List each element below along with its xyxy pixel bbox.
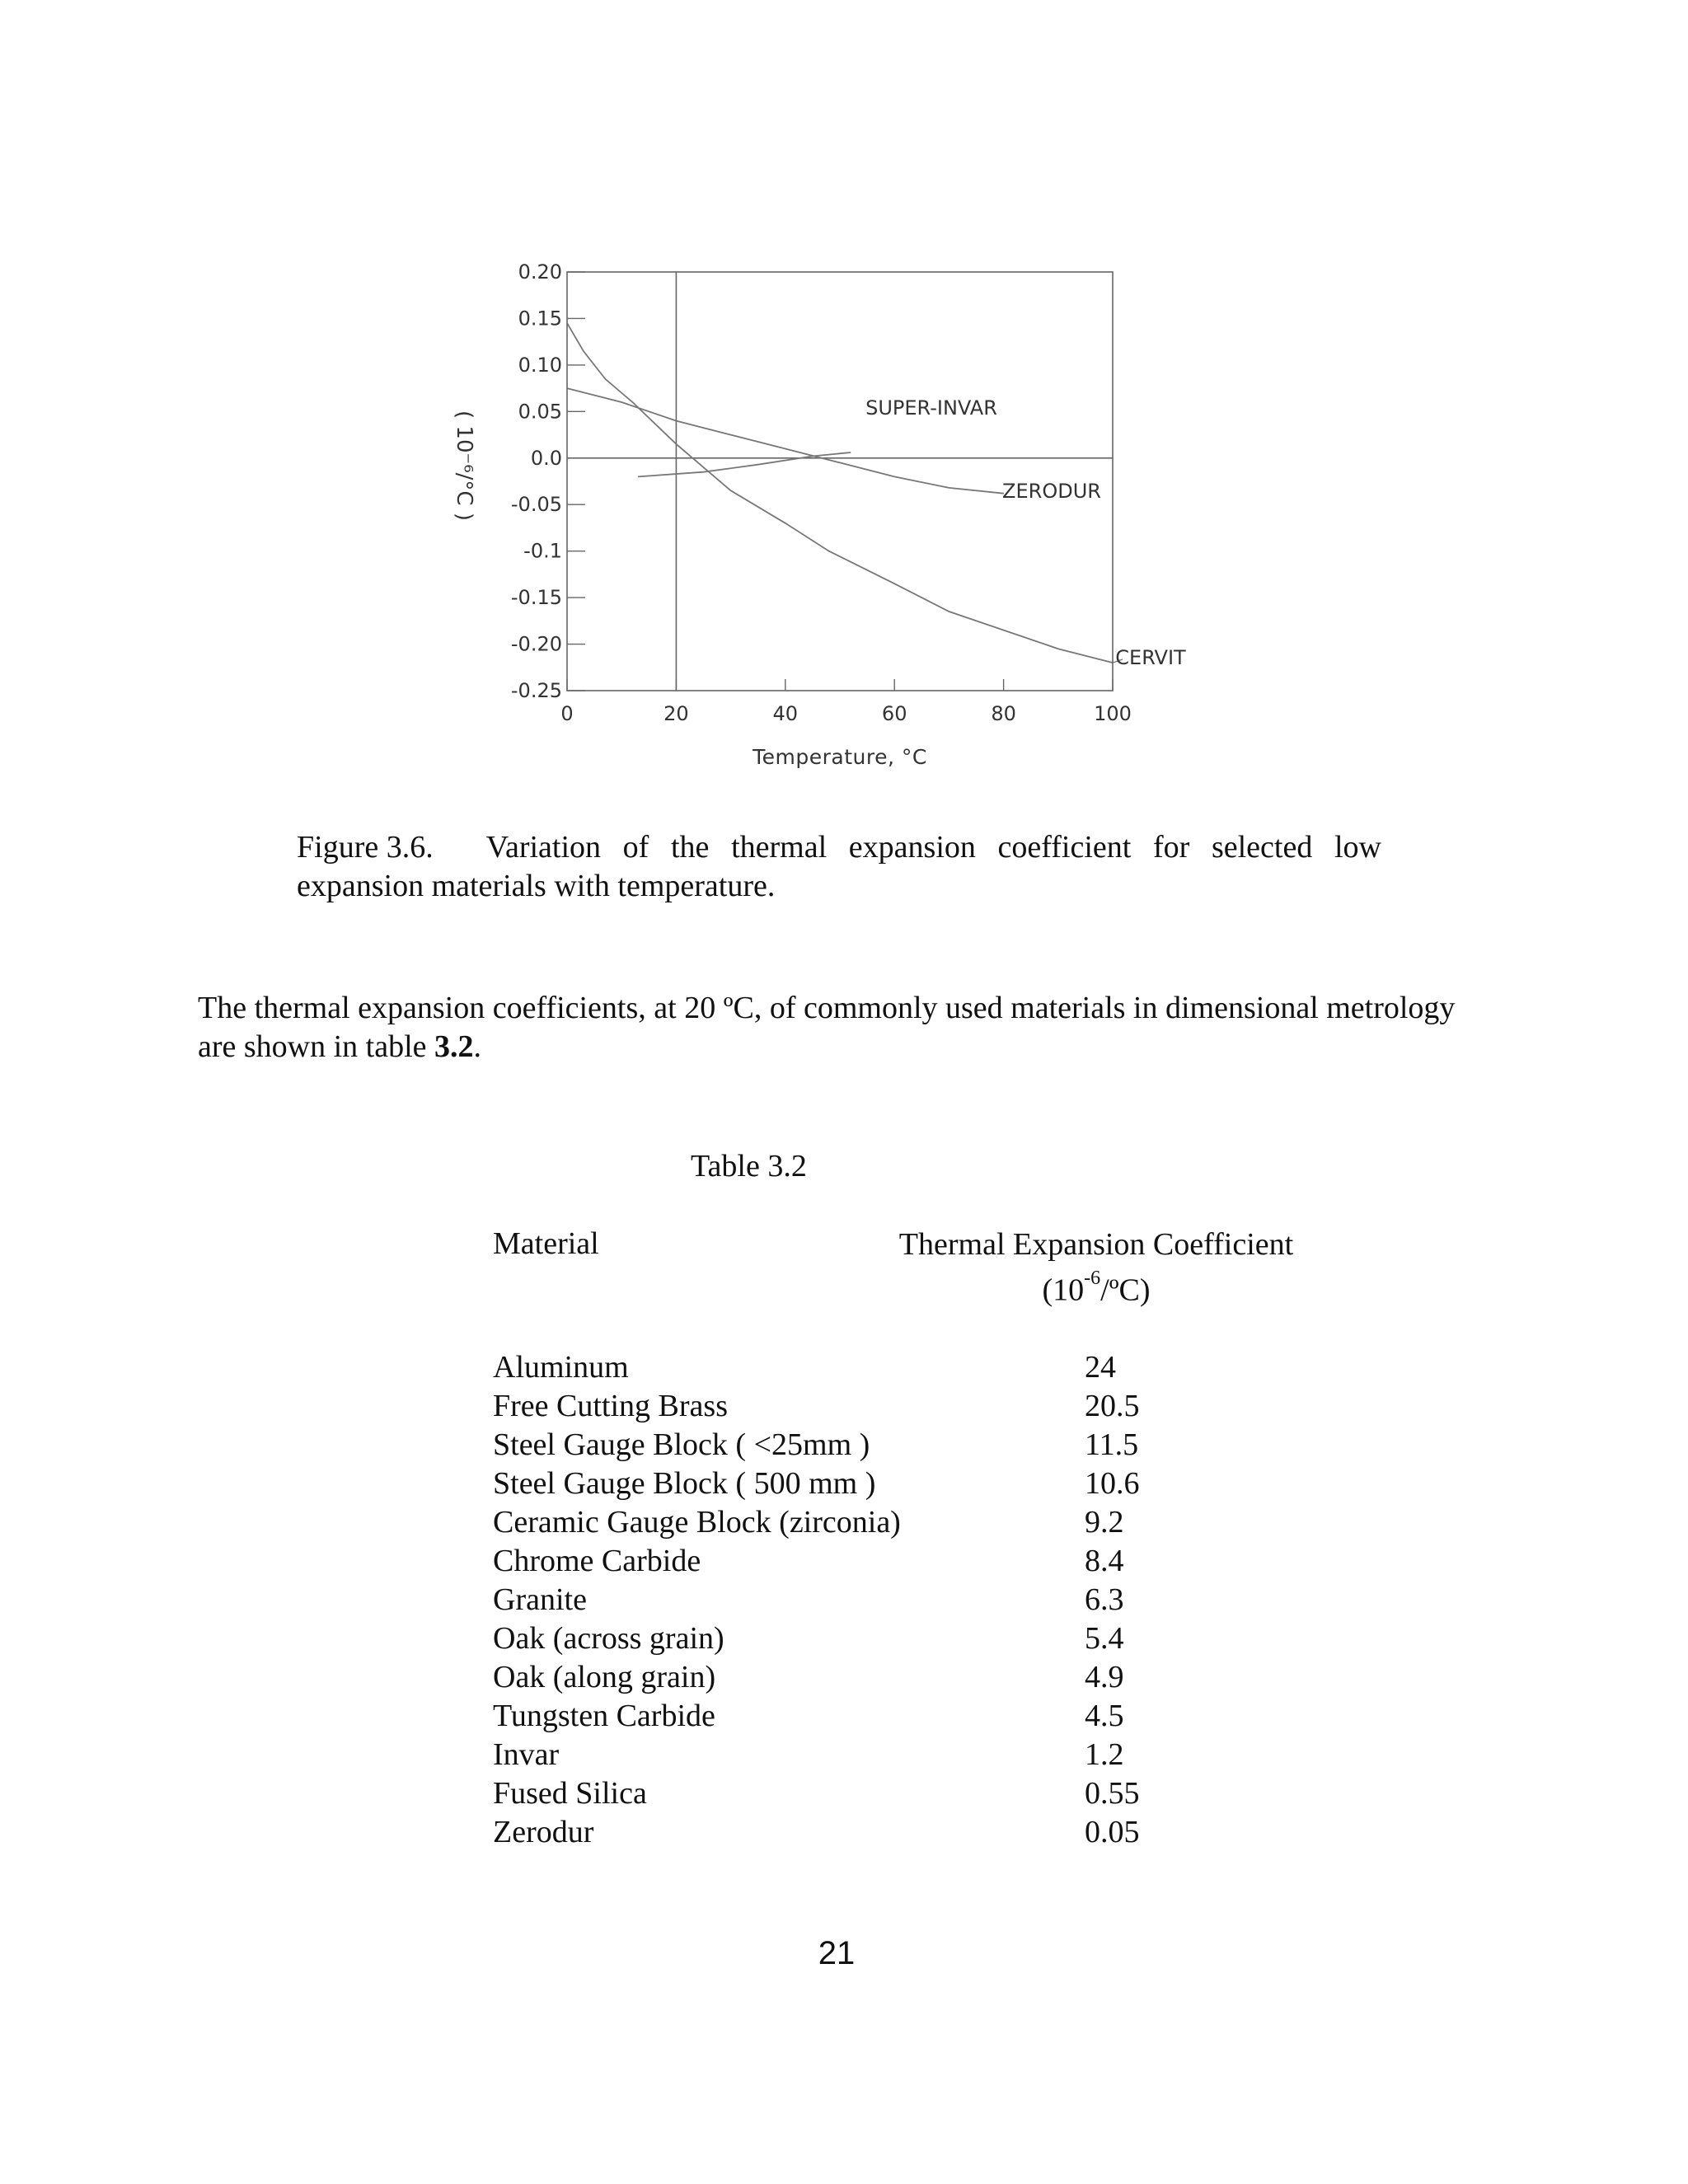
series-line-super-invar: [638, 452, 851, 476]
unit-base: (10: [1042, 1272, 1085, 1308]
figure-caption-line2: expansion materials with temperature.: [297, 869, 776, 903]
table-row: [493, 1736, 1235, 1774]
material-name: Steel Gauge Block ( 500 mm ): [493, 1466, 876, 1501]
unit-tail: /ºC): [1100, 1272, 1151, 1308]
table-row: [493, 1387, 1235, 1426]
x-tick-label: 80: [991, 702, 1016, 725]
paragraph-text: The thermal expansion coefficients, at 20 ºC, of commonly used materials in dimensional metrology are shown in table: [198, 991, 1456, 1064]
material-name: Ceramic Gauge Block (zirconia): [493, 1505, 901, 1540]
coefficient-value: 4.5: [1085, 1699, 1124, 1733]
table-body: [493, 1348, 1235, 1852]
table-row: [493, 1348, 1235, 1387]
coefficient-value: 5.4: [1085, 1621, 1124, 1656]
material-name: Oak (across grain): [493, 1621, 724, 1656]
table-row: [493, 1813, 1235, 1852]
figure-caption: [297, 828, 1381, 906]
material-name: Aluminum: [493, 1350, 629, 1385]
coef-header-unit: [882, 1264, 1311, 1310]
material-name: Steel Gauge Block ( <25mm ): [493, 1427, 870, 1462]
table-row: [493, 1542, 1235, 1581]
unit-exponent: -6: [1084, 1268, 1101, 1289]
y-tick-label: -0.20: [510, 632, 562, 656]
coefficient-value: 11.5: [1085, 1427, 1139, 1462]
table-header-coefficient: [882, 1226, 1311, 1310]
table-row: [493, 1658, 1235, 1697]
x-tick-label: 100: [1094, 702, 1132, 725]
coefficient-value: 10.6: [1085, 1466, 1140, 1501]
coefficient-value: 0.55: [1085, 1776, 1140, 1811]
material-name: Free Cutting Brass: [493, 1389, 728, 1423]
table-caption: Table 3.2: [691, 1149, 807, 1183]
y-tick-label: 0.20: [518, 260, 562, 284]
series-label-super-invar: SUPER-INVAR: [865, 396, 997, 419]
material-name: Chrome Carbide: [493, 1544, 701, 1578]
y-tick-label: -0.05: [510, 493, 562, 517]
x-tick-label: 0: [560, 702, 574, 725]
figure-label: Figure 3.6.: [297, 830, 434, 865]
y-tick-label: 0.15: [518, 307, 562, 330]
series-label-zerodur: ZERODUR: [1002, 480, 1101, 503]
coefficient-value: 8.4: [1085, 1544, 1124, 1578]
material-name: Zerodur: [493, 1815, 594, 1849]
coefficient-value: 0.05: [1085, 1815, 1140, 1849]
coefficient-value: 20.5: [1085, 1389, 1140, 1423]
y-axis-label: ( 10⁻⁶/°C ): [452, 410, 476, 521]
body-paragraph: [198, 989, 1492, 1066]
y-tick-label: 0.0: [530, 446, 562, 470]
material-name: Invar: [493, 1737, 560, 1772]
table-row: [493, 1581, 1235, 1619]
x-tick-label: 20: [663, 702, 689, 725]
table-header-material: Material: [493, 1226, 599, 1261]
paragraph-end: .: [473, 1029, 482, 1064]
x-axis-label: Temperature, °C: [753, 745, 927, 769]
table-reference: 3.2: [434, 1029, 474, 1064]
table-row: [493, 1426, 1235, 1465]
y-tick-label: 0.05: [518, 400, 562, 424]
table-row: [493, 1697, 1235, 1736]
coefficient-value: 4.9: [1085, 1660, 1124, 1694]
y-tick-label: 0.10: [518, 353, 562, 377]
material-name: Fused Silica: [493, 1776, 647, 1811]
expansion-chart: [0, 0, 1688, 824]
coefficient-value: 9.2: [1085, 1505, 1124, 1540]
chart-labels: [452, 260, 1186, 769]
table-row: [493, 1503, 1235, 1542]
material-name: Granite: [493, 1582, 587, 1617]
material-name: Oak (along grain): [493, 1660, 716, 1694]
coefficient-value: 24: [1085, 1350, 1116, 1385]
page-number: 21: [818, 1935, 856, 1971]
table-row: [493, 1774, 1235, 1813]
material-name: Tungsten Carbide: [493, 1699, 715, 1733]
coefficient-value: 1.2: [1085, 1737, 1124, 1772]
y-tick-label: -0.25: [510, 679, 562, 702]
x-tick-label: 40: [772, 702, 799, 725]
x-tick-label: 60: [881, 702, 907, 725]
coef-header-title: Thermal Expansion Coefficient: [898, 1227, 1294, 1262]
coefficient-value: 6.3: [1085, 1582, 1124, 1617]
series-label-cervit: CERVIT: [1115, 646, 1186, 669]
figure-caption-line1: Variation of the thermal expansion coefficient for selected low: [485, 830, 1381, 865]
table-row: [493, 1465, 1235, 1503]
y-tick-label: -0.15: [510, 586, 562, 610]
table-row: [493, 1619, 1235, 1658]
y-tick-label: -0.1: [523, 539, 562, 563]
